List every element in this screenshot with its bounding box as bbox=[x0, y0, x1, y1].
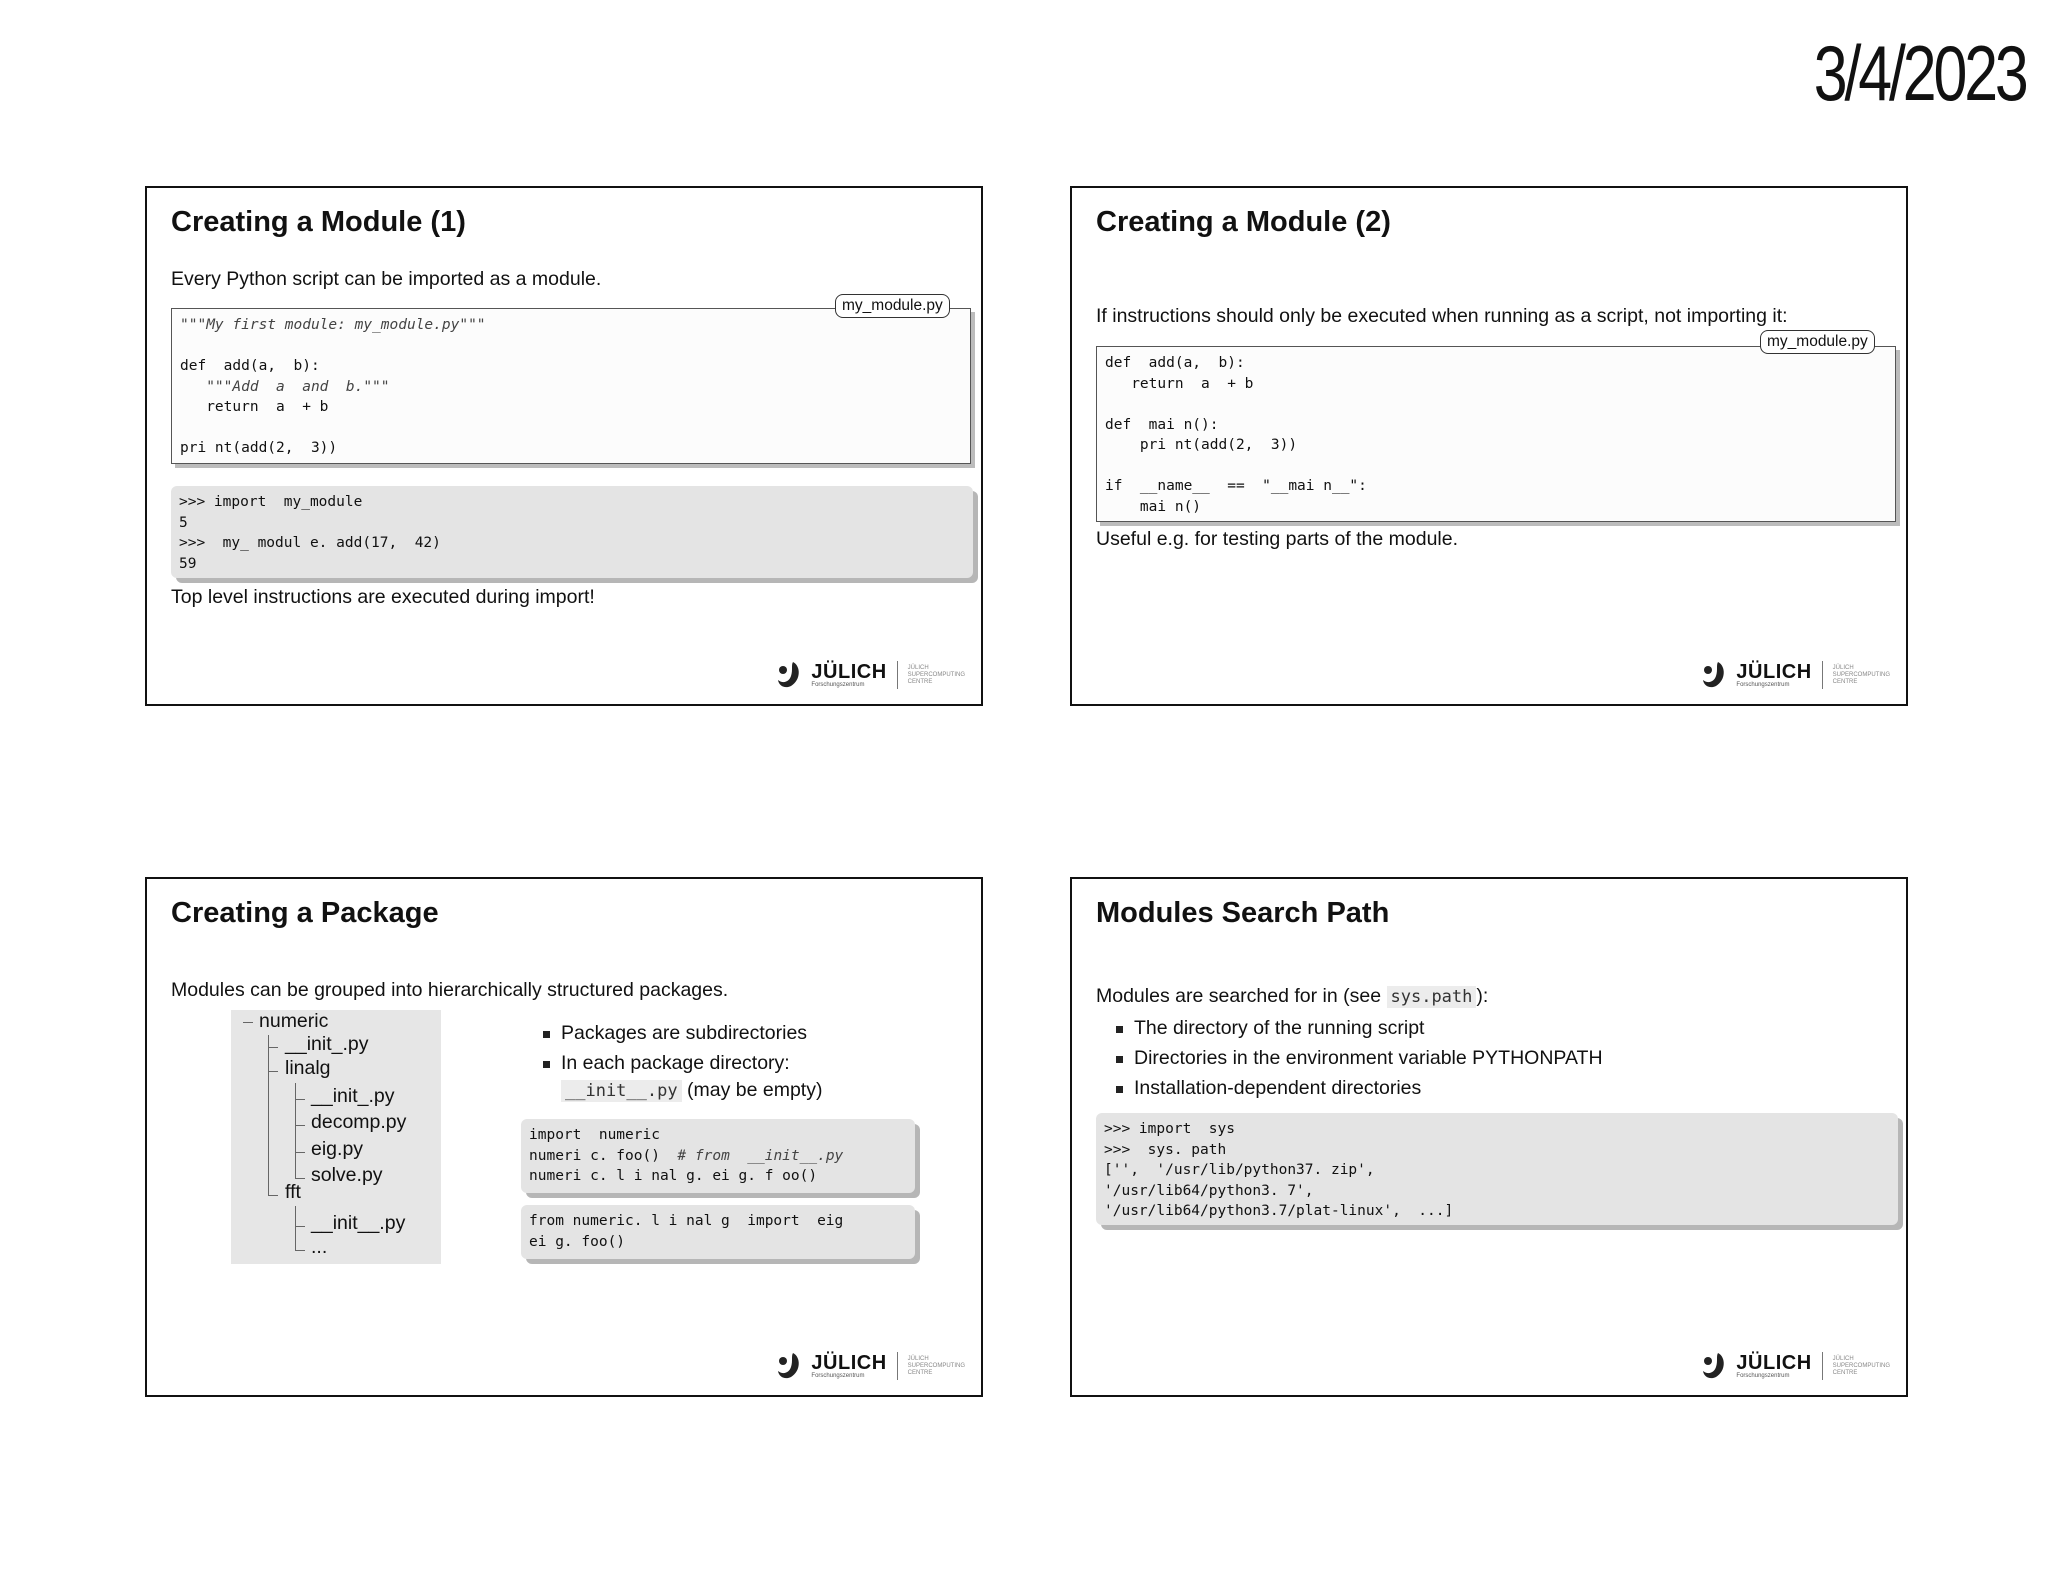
slide-title: Creating a Module (2) bbox=[1096, 206, 1391, 238]
outro-text: Top level instructions are executed during import! bbox=[171, 586, 595, 608]
julich-logo: JÜLICH Forschungszentrum JÜLICH SUPERCOMPUTING CENTRE bbox=[1700, 1351, 1890, 1381]
bullet-item: Packages are subdirectories bbox=[541, 1018, 807, 1048]
tree-node: fft bbox=[285, 1181, 301, 1203]
file-tag: my_module.py bbox=[1760, 330, 1875, 354]
julich-logo: JÜLICH Forschungszentrum JÜLICH SUPERCOMPUTING CENTRE bbox=[1700, 660, 1890, 690]
slide-title: Modules Search Path bbox=[1096, 897, 1390, 929]
tree-node: numeric bbox=[259, 1010, 329, 1032]
tree-node: decomp.py bbox=[311, 1111, 407, 1133]
slide-creating-module-1 bbox=[145, 186, 983, 706]
code-block: def add(a, b): return a + b def mai n(): pri nt(add(2, 3)) if __name__ == "__mai n__": mai n() bbox=[1096, 346, 1896, 522]
julich-logo-icon bbox=[775, 1351, 805, 1381]
search-path-bullets bbox=[1114, 1013, 1603, 1103]
slide-title: Creating a Module (1) bbox=[171, 206, 466, 238]
julich-logo-icon bbox=[1700, 1351, 1730, 1381]
from-import-code-block: from numeric. l i nal g import eig ei g. foo() bbox=[521, 1205, 915, 1259]
import-code-block: import numeric numeri c. foo() # from __init__.py numeri c. l i nal g. ei g. f oo() bbox=[521, 1119, 915, 1193]
slide-creating-module-2 bbox=[1070, 186, 1908, 706]
sys-path-code: sys.path bbox=[1387, 986, 1477, 1008]
code-line: """Add a and b.""" bbox=[180, 378, 390, 395]
code-line: def add(a, b): bbox=[180, 358, 320, 374]
package-tree bbox=[231, 1010, 441, 1264]
code-block bbox=[171, 308, 971, 464]
date-label: 3/4/2023 bbox=[1814, 29, 2026, 117]
code-line: return a + b bbox=[180, 399, 329, 415]
tree-node: __init_.py bbox=[311, 1085, 395, 1107]
code-line: pri nt(add(2, 3)) bbox=[180, 440, 338, 456]
julich-logo: JÜLICH Forschungszentrum JÜLICH SUPERCOMPUTING CENTRE bbox=[775, 1351, 965, 1381]
slide-creating-package bbox=[145, 877, 983, 1397]
init-note: __init__.py (may be empty) bbox=[561, 1079, 822, 1102]
slide-modules-search-path bbox=[1070, 877, 1908, 1397]
outro-text: Useful e.g. for testing parts of the module. bbox=[1096, 528, 1459, 550]
bullet-item: The directory of the running script bbox=[1114, 1013, 1603, 1043]
intro-text: Modules are searched for in (see sys.path ): bbox=[1096, 985, 1489, 1007]
init-code: __init__.py bbox=[561, 1080, 682, 1102]
code-line: """My first module: my_module.py""" bbox=[180, 317, 486, 333]
tree-node: __init__.py bbox=[311, 1212, 406, 1234]
bullet-item: In each package directory: bbox=[541, 1048, 807, 1078]
sys-path-code-block: >>> import sys >>> sys. path ['', '/usr/lib/python37. zip', '/usr/lib64/python3. 7', '/usr/lib64/python3.7/plat-linux', ...] bbox=[1096, 1113, 1898, 1225]
julich-logo: JÜLICH Forschungszentrum JÜLICH SUPERCOMPUTING CENTRE bbox=[775, 660, 965, 690]
bullet-item: Installation-dependent directories bbox=[1114, 1073, 1603, 1103]
julich-logo-icon bbox=[1700, 660, 1730, 690]
intro-text: If instructions should only be executed when running as a script, not importing it: bbox=[1096, 305, 1788, 327]
package-bullets bbox=[541, 1018, 807, 1078]
tree-node: __init_.py bbox=[285, 1033, 369, 1055]
tree-node: solve.py bbox=[311, 1164, 383, 1186]
slide-title: Creating a Package bbox=[171, 897, 439, 929]
tree-node: ... bbox=[311, 1236, 328, 1258]
bullet-item: Directories in the environment variable PYTHONPATH bbox=[1114, 1043, 1603, 1073]
julich-logo-icon bbox=[775, 660, 805, 690]
tree-node: eig.py bbox=[311, 1138, 364, 1160]
interactive-block: >>> import my_module 5 >>> my_ modul e. add(17, 42) 59 bbox=[171, 486, 973, 578]
intro-text: Every Python script can be imported as a module. bbox=[171, 268, 602, 290]
file-tag: my_module.py bbox=[835, 294, 950, 318]
tree-node: linalg bbox=[285, 1057, 331, 1079]
intro-text: Modules can be grouped into hierarchically structured packages. bbox=[171, 979, 729, 1001]
